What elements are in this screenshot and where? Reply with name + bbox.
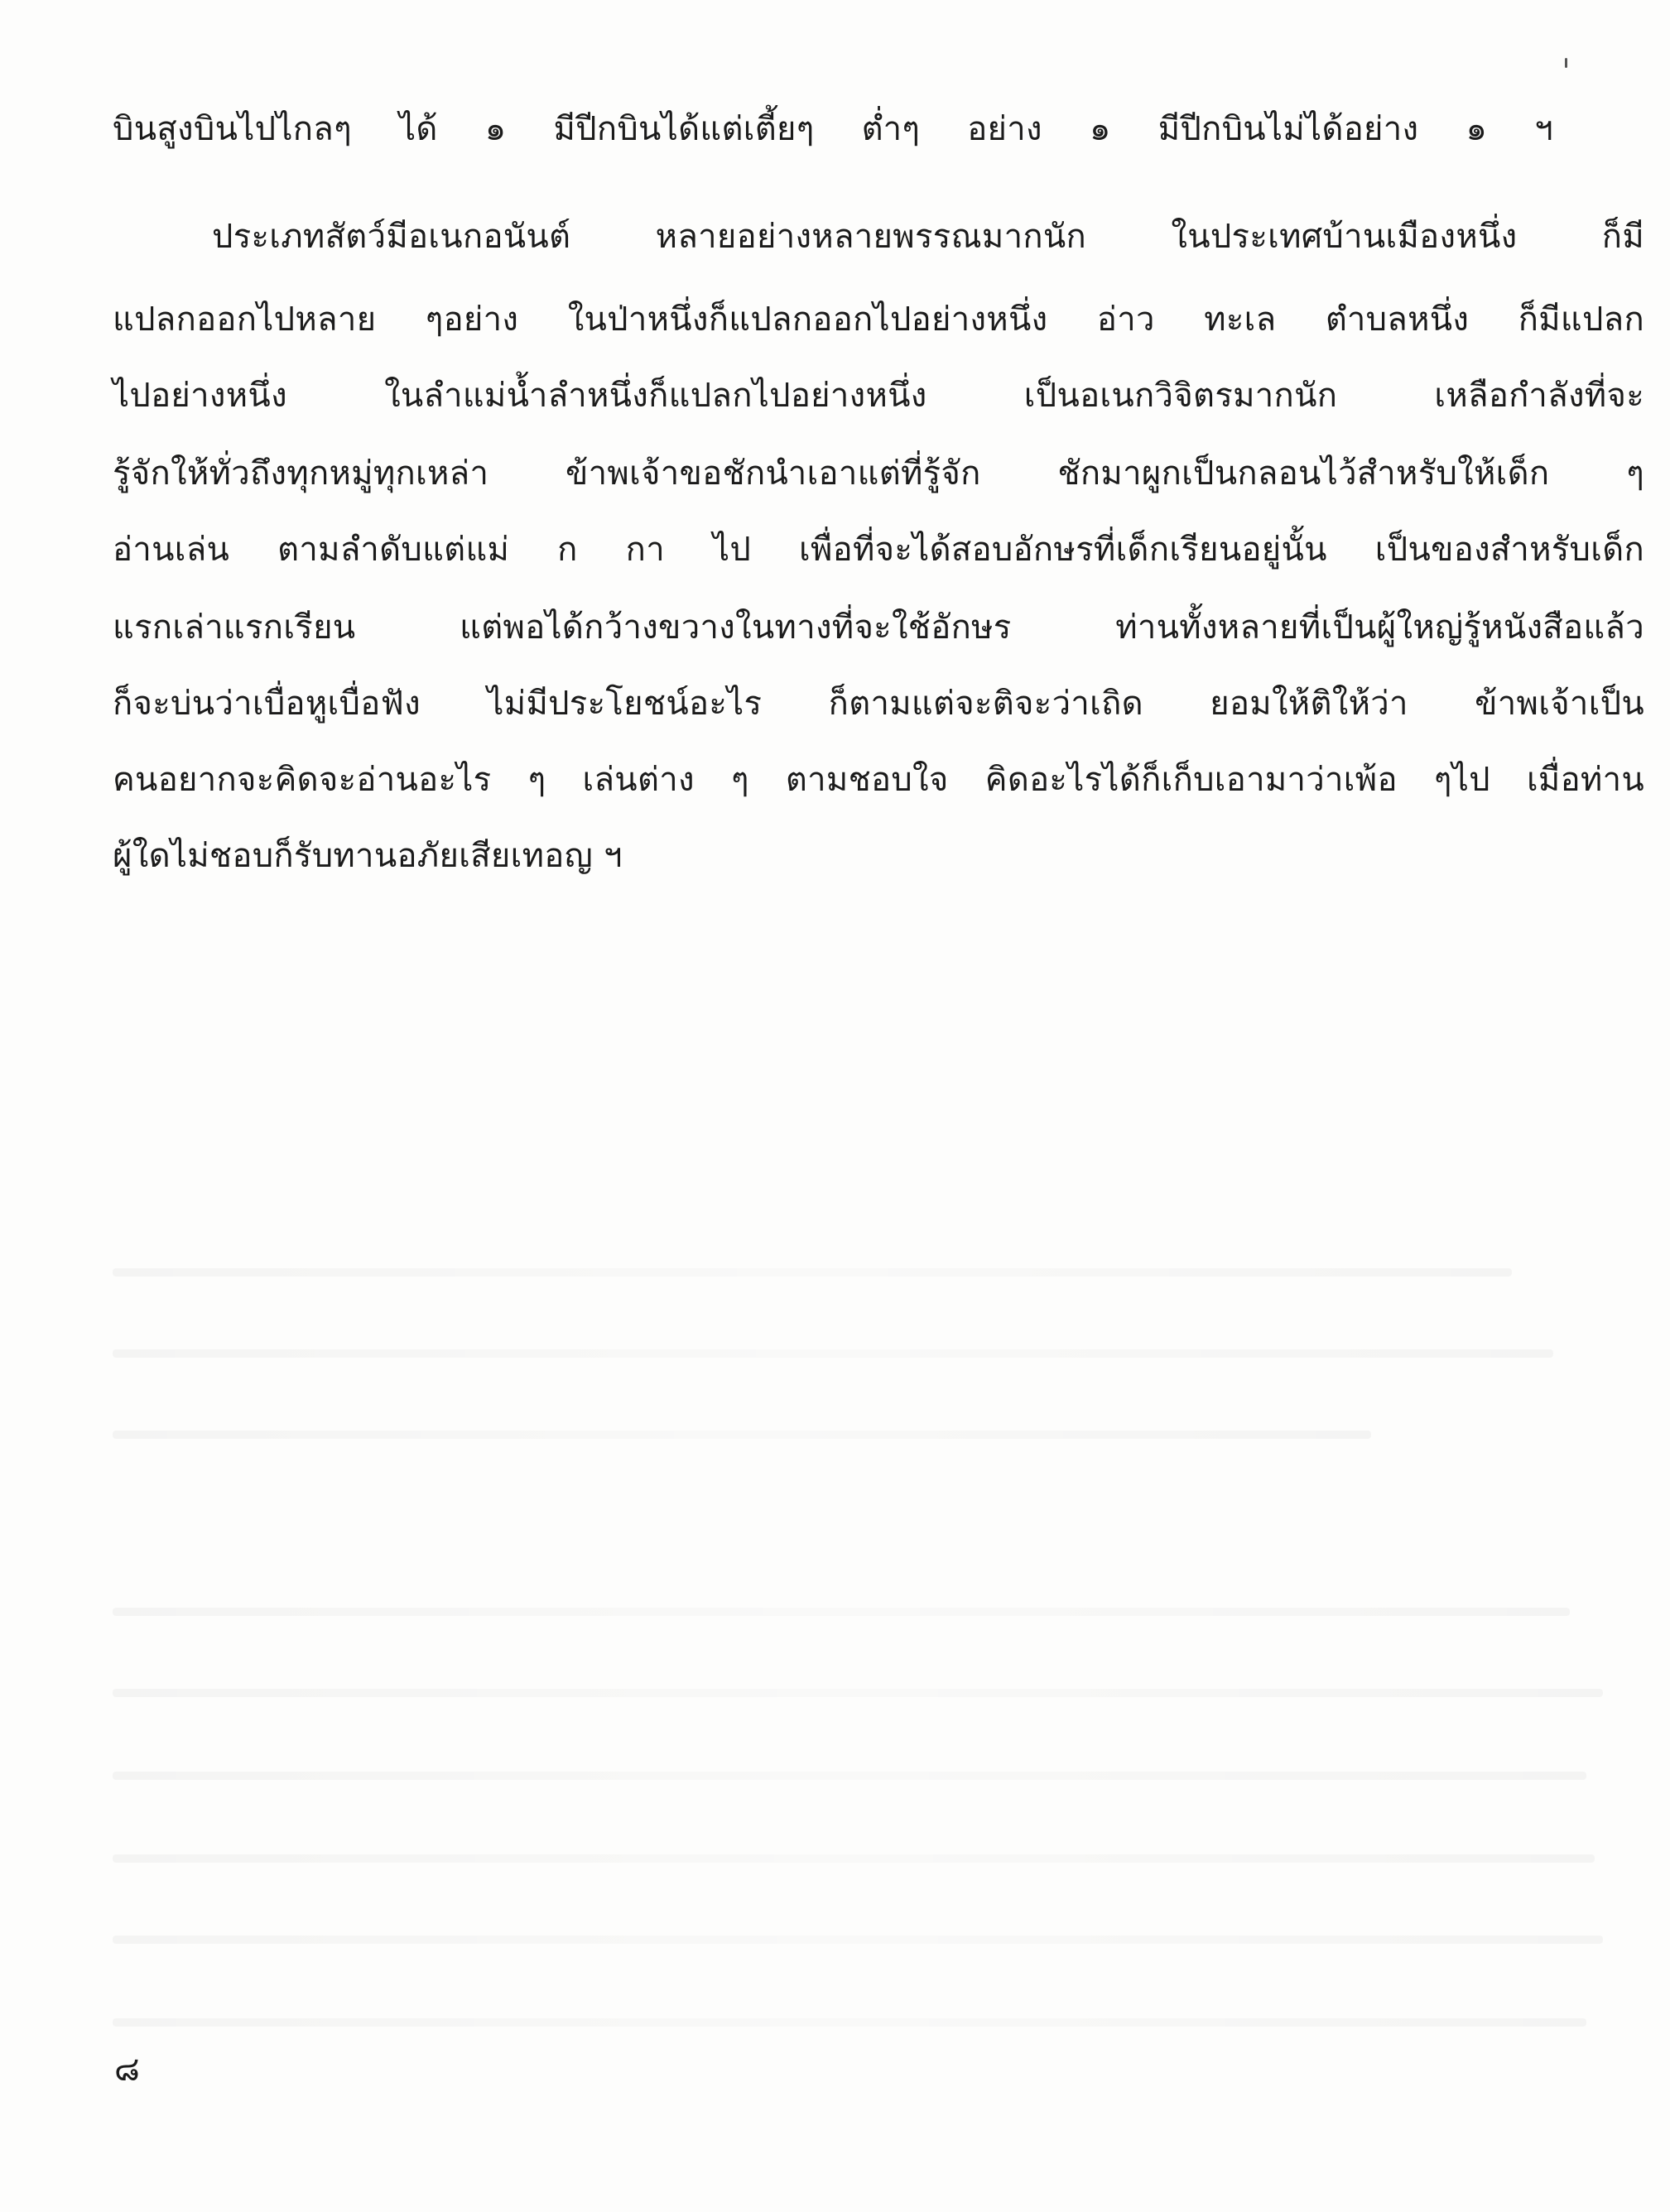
text-line: แปลกออกไปหลาย ๆอย่าง ในป่าหนึ่งก็แปลกออกไปอย่างหนึ่ง อ่าว ทะเล ตำบลหนึ่ง ก็มีแปลก — [113, 301, 1644, 339]
bleed-through-mark — [113, 1268, 1512, 1277]
bleed-through-mark — [113, 1608, 1570, 1616]
bleed-through-mark — [113, 1431, 1371, 1439]
text-line: บินสูงบินไปไกลๆ ได้ ๑ มีปีกบินได้แต่เตี้ยๆ ต่ำๆ อย่าง ๑ มีปีกบินไม่ได้อย่าง ๑ ฯ — [113, 110, 1553, 148]
page-number: ๘ — [114, 2051, 140, 2089]
scan-speck — [1565, 58, 1567, 68]
paragraph-last-line: ผู้ใดไม่ชอบก็รับทานอภัยเสียเทอญ ฯ — [113, 837, 623, 875]
bleed-through-mark — [113, 1772, 1586, 1780]
paragraph-first-line: ประเภทสัตว์มีอเนกอนันต์ หลายอย่างหลายพรรณมากนัก ในประเทศบ้านเมืองหนึ่ง ก็มี — [212, 218, 1644, 256]
text-line: ก็จะบ่นว่าเบื่อหูเบื่อฟัง ไม่มีประโยชน์อะไร ก็ตามแต่จะติจะว่าเถิด ยอมให้ติให้ว่า ข้าพเจ้าเป็น — [113, 685, 1644, 723]
bleed-through-mark — [113, 1689, 1603, 1697]
text-line: ไปอย่างหนึ่ง ในลำแม่น้ำลำหนึ่งก็แปลกไปอย่างหนึ่ง เป็นอเนกวิจิตรมากนัก เหลือกำลังที่จะ — [113, 377, 1644, 415]
bleed-through-mark — [113, 2018, 1586, 2027]
bleed-through-mark — [113, 1935, 1603, 1944]
text-line: แรกเล่าแรกเรียน แต่พอได้กว้างขวางในทางที่จะใช้อักษร ท่านทั้งหลายที่เป็นผู้ใหญ่รู้หนังสือแล้ว — [113, 608, 1644, 647]
text-line: รู้จักให้ทั่วถึงทุกหมู่ทุกเหล่า ข้าพเจ้าขอชักนำเอาแต่ที่รู้จัก ชักมาผูกเป็นกลอนไว้สำหรับให้เด็ก ๆ — [113, 454, 1644, 493]
bleed-through-mark — [113, 1349, 1553, 1358]
bleed-through-mark — [113, 1854, 1595, 1863]
text-line: คนอยากจะคิดจะอ่านอะไร ๆ เล่นต่าง ๆ ตามชอบใจ คิดอะไรได้ก็เก็บเอามาว่าเพ้อ ๆไป เมื่อท่าน — [113, 761, 1644, 799]
text-line: อ่านเล่น ตามลำดับแต่แม่ ก กา ไป เพื่อที่จะได้สอบอักษรที่เด็กเรียนอยู่นั้น เป็นของสำหรับเด็ก — [113, 531, 1644, 569]
